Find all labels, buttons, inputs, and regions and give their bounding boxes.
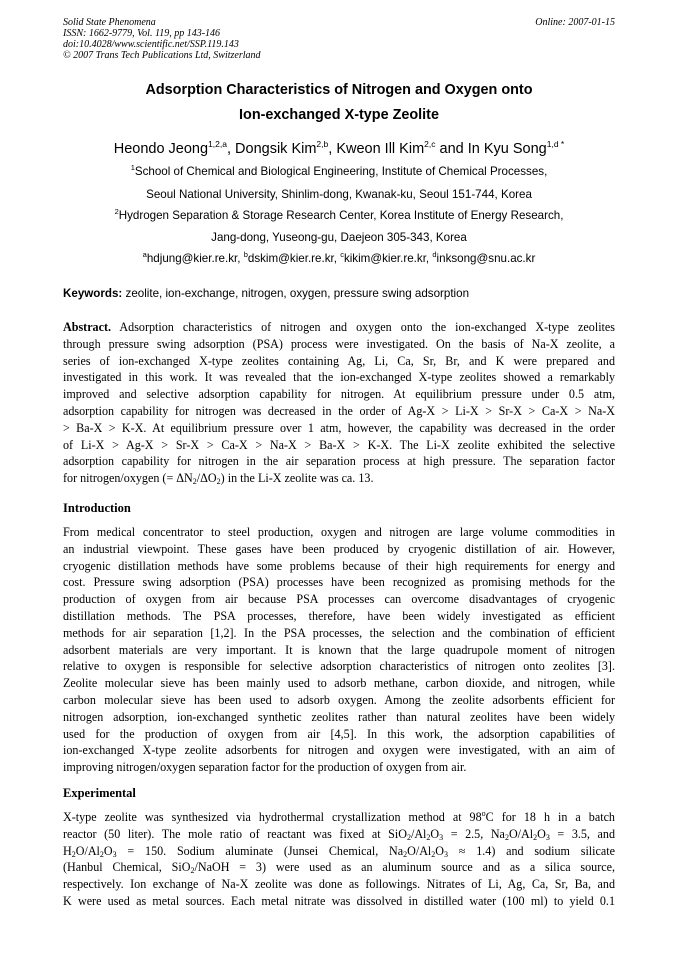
text-line: used for the production of oxygen from air [4,5]. In this work, the adsorption capabilities of: [63, 726, 615, 741]
introduction-paragraph: [63, 524, 615, 776]
email-mark: a: [142, 250, 147, 259]
affiliation-2-line-1: [40, 209, 638, 223]
text-span: = 3.5, and: [549, 826, 615, 841]
text-span: = 150. Sodium aluminate (Junsei Chemical, Na: [116, 843, 404, 858]
text-span: H: [63, 843, 72, 858]
subscript: 2: [190, 866, 195, 876]
text-line: respectively. Ion exchange of Na-X zeolite was done as followings. Nitrates of Li, Ag, Ca, Sr, Ba, and: [63, 877, 615, 892]
text-line: an industrial viewpoint. These gases have been produced by cryogenic distillation of air. However,: [63, 541, 615, 556]
affiliation-text: School of Chemical and Biological Engineering, Institute of Chemical Processes,: [134, 165, 548, 178]
text-line: adsorbent materials are very important. It is known that the large quadrupole moment of nitrogen: [63, 642, 615, 657]
journal-name: Solid State Phenomena: [63, 17, 156, 28]
email-link[interactable]: inksong@snu.ac.kr: [436, 252, 536, 265]
text-line: cost. Pressure swing adsorption (PSA) processes have been recognized as promising methods for the: [63, 575, 615, 590]
text-span: /Al: [410, 826, 427, 841]
text-span: X-type zeolite was synthesized via hydrothermal crystallization method at 98: [63, 810, 482, 824]
email-link[interactable]: dskim@kier.re.kr: [247, 252, 334, 265]
author-affiliation-mark: 1,d *: [546, 139, 565, 149]
subscript: 2: [406, 832, 411, 842]
superscript: o: [481, 809, 486, 818]
text-line: > Ba-X > K-X. At equilibrium pressure over 1 atm, however, the capability was decreased in the order: [63, 420, 615, 435]
text-line: [63, 470, 615, 487]
text-span: O/Al: [407, 843, 432, 858]
subscript: 3: [444, 849, 449, 859]
subscript: 2: [431, 849, 436, 859]
email-mark: d: [432, 250, 437, 259]
author-list: [40, 140, 638, 158]
text-line: of Li-X > Ag-X > Sr-X > Ca-X > Na-X > Ba-X > K-X. The Li-X zeolite exhibited the selective: [63, 437, 615, 452]
paper-title-line-1: Adsorption Characteristics of Nitrogen and Oxygen onto: [145, 82, 533, 98]
author-name: In Kyu Song: [467, 141, 547, 157]
text-span: reactor (50 liter). The mole ratio of reactant was fixed at SiO: [63, 826, 407, 841]
subscript: 3: [545, 832, 550, 842]
author-name: Kweon Ill Kim: [336, 141, 425, 157]
journal-header: [63, 17, 261, 61]
text-line: [63, 859, 615, 876]
text-line: production of oxygen from air because PSA processes can overcome disadvantages of cryogenic: [63, 592, 615, 607]
subscript: 3: [112, 849, 117, 859]
text-line: investigated in this work. It was revealed that the ion-exchanged X-type zeolites showed a remarkably: [63, 370, 615, 385]
keywords-label: Keywords:: [63, 287, 123, 300]
text-span: O: [537, 826, 546, 841]
affiliation-mark: 2: [114, 207, 119, 216]
author-name: Dongsik Kim: [235, 141, 317, 157]
affiliation-text: Hydrogen Separation & Storage Research Center, Korea Institute of Energy Research,: [118, 209, 564, 222]
text-span: ) in the Li-X zeolite was ca. 13.: [220, 471, 374, 486]
text-span: C for 18 h in a batch: [485, 810, 615, 824]
affiliation-1-line-2: Seoul National University, Shinlim-dong, Kwanak-ku, Seoul 151-744, Korea: [146, 188, 532, 201]
online-date: Online: 2007-01-15: [535, 17, 615, 28]
text-line: K were used as metal sources. Each metal nitrate was dissolved in distilled water (100 ml) to yield 0.1: [63, 893, 615, 908]
section-heading-experimental: Experimental: [63, 786, 136, 800]
abstract-label: Abstract.: [63, 320, 112, 334]
subscript: 2: [216, 477, 221, 487]
author-separator: ,: [328, 141, 337, 157]
affiliation-1-line-1: [40, 165, 638, 179]
text-span: ≈ 1.4) and sodium silicate: [448, 843, 615, 858]
text-line: adsorption capability for nitrogen in the air separation process at high pressure. The separation factor: [63, 454, 615, 469]
text-line: [63, 319, 615, 336]
text-line: improving nitrogen/oxygen separation factor for the production of oxygen from air.: [63, 760, 467, 775]
text-line: methods for air separation [1,2]. In the PSA processes, the selection and the combination of efficient: [63, 625, 615, 640]
affiliation-2-line-2: Jang-dong, Yuseong-gu, Daejeon 305-343, Korea: [211, 231, 467, 244]
subscript: 2: [504, 832, 509, 842]
text-span: O: [430, 826, 440, 841]
author-separator: and: [435, 141, 468, 157]
text-span: O/Al: [508, 826, 534, 841]
doi-line[interactable]: doi:10.4028/www.scientific.net/SSP.119.143: [63, 39, 239, 50]
experimental-paragraph: [63, 809, 615, 910]
affiliation-mark: 1: [130, 163, 135, 172]
subscript: 2: [192, 477, 197, 487]
text-line: nitrogen adsorption, ion-exchanged synthetic zeolites rather than natural zeolites have been widely: [63, 709, 615, 724]
subscript: 2: [403, 849, 408, 859]
author-name: Heondo Jeong: [113, 141, 209, 157]
section-heading-introduction: Introduction: [63, 501, 131, 515]
text-span: O: [435, 843, 445, 858]
copyright-line: © 2007 Trans Tech Publications Ltd, Switzerland: [63, 50, 261, 61]
email-list: $^a$hdjung@kier.re.kr, $^b$dskim@kier.re.kr, $^c$kikim@kier.re.kr, $^d$inksong@snu.ac.kr: [142, 250, 536, 265]
text-line: ion-exchanged X-type zeolite adsorbents for nitrogen and oxygen were investigated, with an aim of: [63, 743, 615, 758]
text-line: distillation methods. The PSA processes, therefore, have been widely investigated as efficient: [63, 608, 615, 623]
text-line: Zeolite molecular sieve has been mainly used to adsorb methane, carbon dioxide, and nitrogen, while: [63, 676, 615, 691]
subscript: 2: [99, 849, 104, 859]
text-span: (Hanbul Chemical, SiO: [63, 860, 191, 875]
email-mark: b: [243, 250, 248, 259]
text-span: /NaOH = 3) were used as an aluminum source and as a silica source,: [194, 860, 615, 875]
text-span: O/Al: [75, 843, 100, 858]
keywords: [63, 287, 469, 300]
email-link[interactable]: kikim@kier.re.kr: [343, 252, 426, 265]
author-affiliation-mark: 2,b: [316, 139, 329, 149]
email-link[interactable]: hdjung@kier.re.kr: [146, 252, 238, 265]
subscript: 2: [426, 832, 431, 842]
text-line: carbon molecular sieve has been used to adsorb oxygen. Among the zeolite adsorbents efficient for: [63, 692, 615, 707]
text-line: adsorption capability for nitrogen was decreased in the order of Ag-X > Li-X > Sr-X > Ca-X > Na-X: [63, 403, 615, 418]
email-mark: c: [340, 250, 344, 259]
subscript: 2: [533, 832, 538, 842]
keywords-text: zeolite, ion-exchange, nitrogen, oxygen, pressure swing adsorption: [125, 287, 470, 300]
text-line: relative to oxygen is responsible for selective adsorption characteristics of nitrogen onto zeolites [3].: [63, 659, 615, 674]
text-span: = 2.5, Na: [443, 826, 505, 841]
text-line: through pressure swing adsorption (PSA) process were investigated. On the basis of Na-X zeolite, a: [63, 336, 615, 351]
author-separator: ,: [226, 141, 236, 157]
text-span: /ΔO: [196, 471, 217, 486]
text-span: for nitrogen/oxygen (= ΔN: [63, 471, 193, 486]
issn-line: ISSN: 1662-9779, Vol. 119, pp 143-146: [63, 28, 221, 39]
subscript: 2: [71, 849, 76, 859]
text-line: [63, 809, 615, 826]
author-affiliation-mark: 1,2,a: [208, 139, 227, 149]
subscript: 3: [439, 832, 444, 842]
paper-title-line-2: Ion-exchanged X-type Zeolite: [239, 107, 439, 123]
text-line: series of ion-exchanged X-type zeolites containing Ag, Li, Ca, Sr, Br, and K were prepared and: [63, 353, 615, 368]
text-line: cryogenic distillation methods have some problems because of their high requirements for energy and: [63, 558, 615, 573]
text-line: From medical concentrator to steel production, oxygen and nitrogen are large volume commodities in: [63, 525, 615, 539]
text-line: [63, 826, 615, 843]
abstract-paragraph: [63, 319, 615, 487]
text-span: Adsorption characteristics of nitrogen and oxygen onto the ion-exchanged X-type zeolites: [119, 320, 615, 334]
text-line: improved and selective adsorption capability for nitrogen. At equilibrium pressure under 0.5 atm,: [63, 387, 615, 402]
text-span: O: [103, 843, 113, 858]
text-line: [63, 843, 615, 860]
author-affiliation-mark: 2,c: [424, 139, 436, 149]
